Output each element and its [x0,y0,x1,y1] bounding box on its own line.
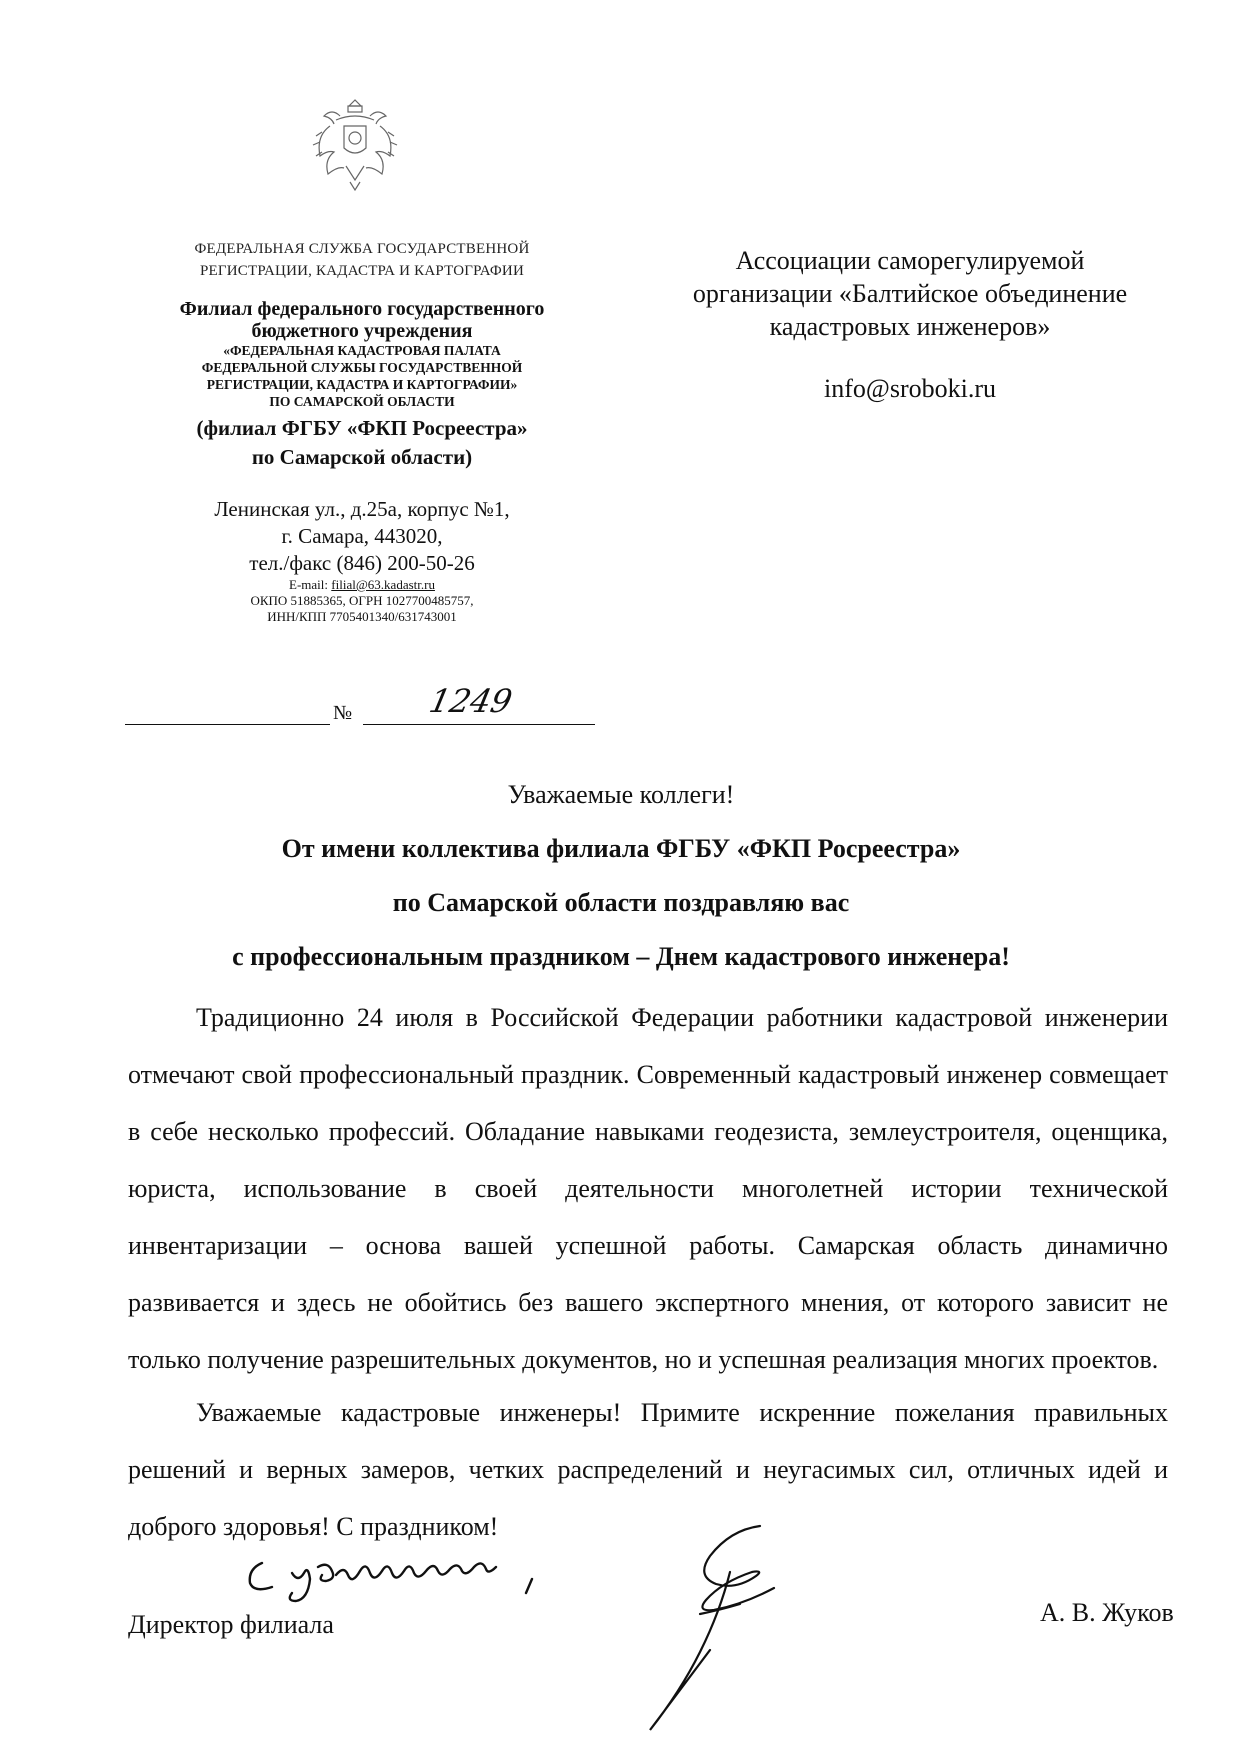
codes-line-2: ИНН/КПП 7705401340/631743001 [267,609,457,624]
phone-fax: тел./факс (846) 200-50-26 [249,551,475,575]
paragraph-1-text: Традиционно 24 июля в Российской Федерации работники кадастровой инженерии отмечают свой профессиональный праздник. Современный кадастровый инженер совмещает в себе несколько профессий. Обладание навыками геодезиста, землеустроителя, оценщика, юриста, использование в своей деятельности многолетней истории технической инвентаризации – основа вашей успешной работы. Самарская область динамично развивается и здесь не обойтись без вашего экспертного мнения, от которого зависит не только получение разрешительных документов, но и успешная реализация многих проектов. [128,1003,1168,1374]
number-sign: № [333,702,353,724]
branch-line-1: Филиал федерального государственного [179,298,545,320]
director-title: Директор филиала [128,1610,334,1639]
paragraph-2-text: Уважаемые кадастровые инженеры! Примите искренние пожелания правильных решений и верных замеров, четких распределений и неугасимых сил, отличных идей и доброго здоровья! С праздником! [128,1398,1168,1541]
signer-name: А. В. Жуков [1040,1598,1174,1627]
service-line-1: ФЕДЕРАЛЬНАЯ СЛУЖБА ГОСУДАРСТВЕННОЙ [194,241,530,257]
recipient-line-2: организации «Балтийское объединение [692,279,1128,308]
handwritten-respect [240,1545,620,1605]
recipient-block [630,244,1190,405]
codes-line-1: ОКПО 51885365, ОГРН 1027700485757, [250,593,474,608]
email-line [112,577,612,593]
date-blank [125,724,330,725]
recipient-line-1: Ассоциации саморегулируемой [735,246,1085,275]
outgoing-number-line [125,682,595,728]
service-line-2: РЕГИСТРАЦИИ, КАДАСТРА И КАРТОГРАФИИ [200,263,524,279]
body-paragraph-1 [128,989,1168,1388]
recipient-line-3: кадастровых инженеров» [769,312,1051,341]
handwritten-signature [640,1518,790,1738]
institution-line-1: «ФЕДЕРАЛЬНАЯ КАДАСТРОВАЯ ПАЛАТА [223,343,501,358]
service-name [112,238,612,282]
address-line-2: г. Самара, 443020, [281,524,443,548]
short-name-line-2: по Самарской области) [251,445,473,469]
branch-line-2: бюджетного учреждения [251,320,473,342]
address [112,496,612,577]
institution-line-3: РЕГИСТРАЦИИ, КАДАСТРА И КАРТОГРАФИИ» [206,377,518,392]
short-name [112,414,612,472]
email-label: E-mail: [289,577,332,592]
sender-letterhead [112,238,612,625]
institution-name [112,342,612,410]
institution-line-4: ПО САМАРСКОЙ ОБЛАСТИ [269,394,455,409]
registration-codes [112,593,612,625]
sender-email-link[interactable]: filial@63.kadastr.ru [331,577,435,592]
heading-line-2: по Самарской области поздравляю вас [392,888,850,917]
branch-name [112,298,612,342]
coat-of-arms-emblem [300,92,410,202]
recipient-email[interactable]: info@sroboki.ru [824,374,996,403]
greeting: Уважаемые коллеги! [507,780,735,809]
heading-line-1: От имени коллектива филиала ФГБУ «ФКП Росреестра» [281,834,961,863]
address-line-1: Ленинская ул., д.25а, корпус №1, [214,497,510,521]
number-blank [363,724,595,725]
institution-line-2: ФЕДЕРАЛЬНОЙ СЛУЖБЫ ГОСУДАРСТВЕННОЙ [201,360,523,375]
short-name-line-1: (филиал ФГБУ «ФКП Росреестра» [196,416,528,440]
handwritten-number: 1249 [425,682,516,720]
heading-line-3: с профессиональным праздником – Днем кадастрового инженера! [232,942,1010,971]
